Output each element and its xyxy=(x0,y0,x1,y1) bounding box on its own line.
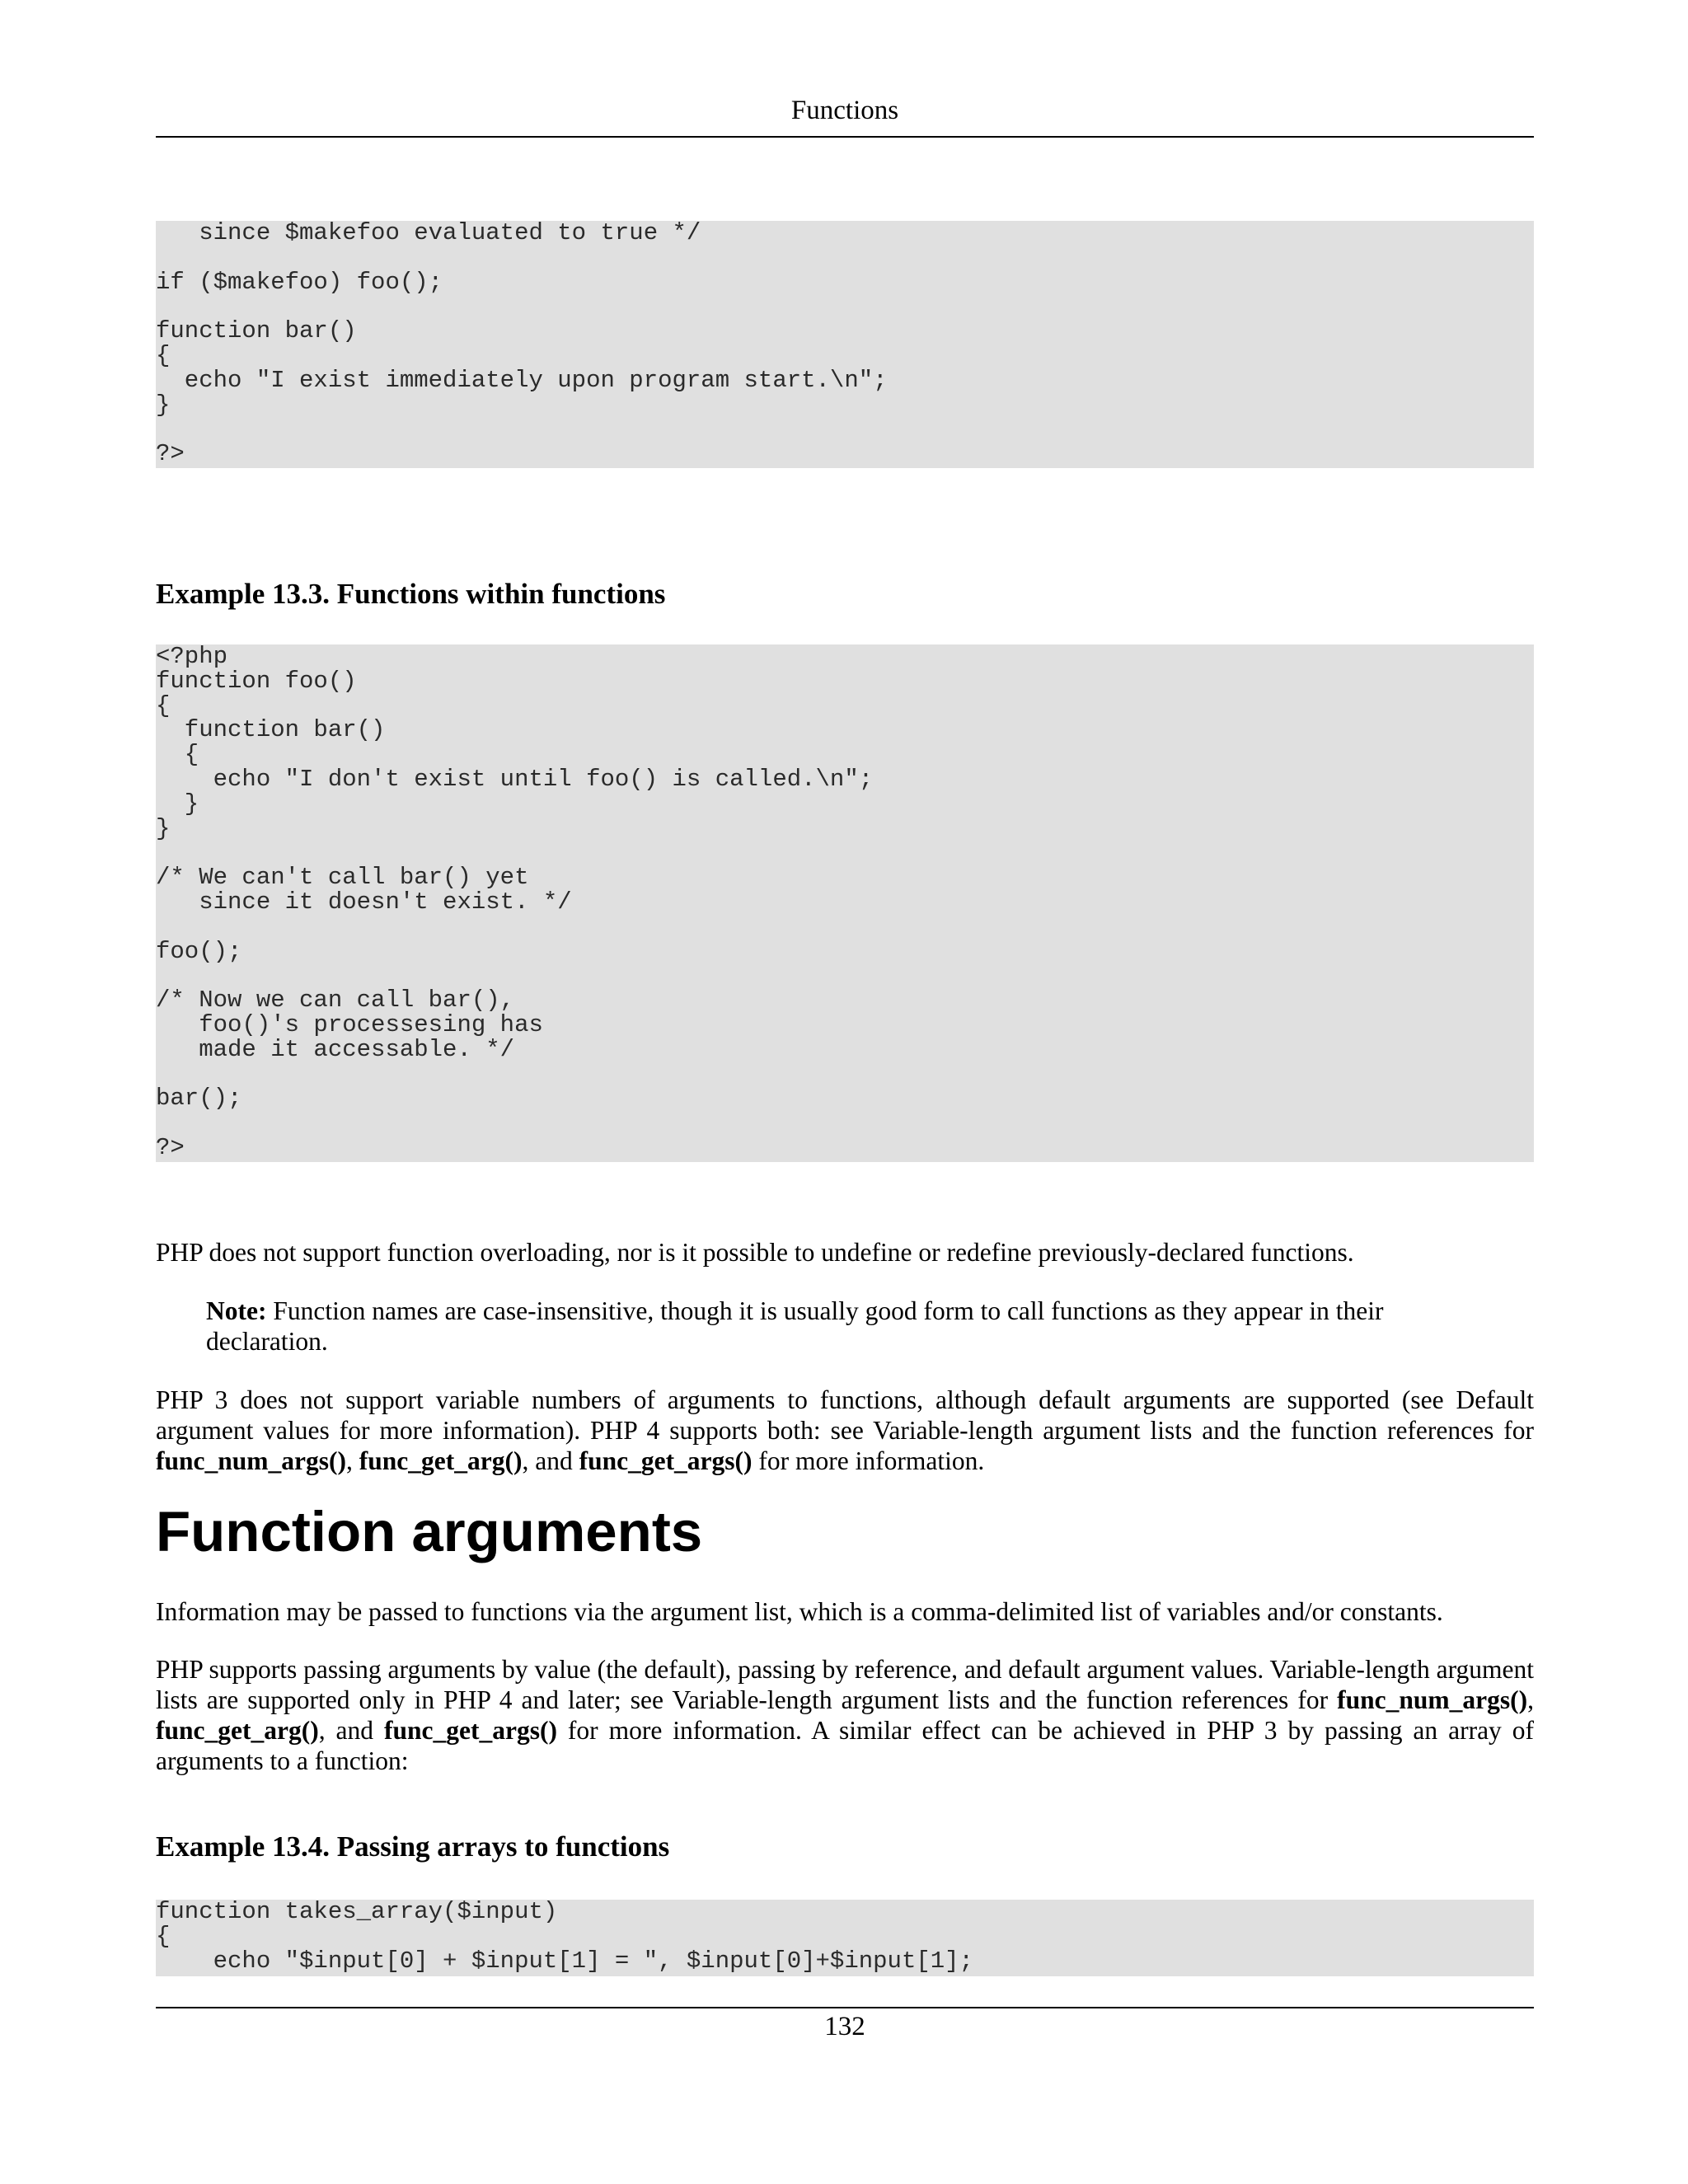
code-line xyxy=(156,294,1534,319)
text-run: , and xyxy=(318,1716,384,1745)
code-line: foo()'s processesing has xyxy=(156,1010,543,1038)
function-reference: func_get_args() xyxy=(383,1716,557,1745)
code-line: ?> xyxy=(156,440,185,468)
code-line: echo "I exist immediately upon program start.\n"; xyxy=(156,366,888,394)
code-line: { xyxy=(156,1922,171,1950)
code-block-example-13-3 xyxy=(156,644,1534,1162)
paragraph-arguments-intro: Information may be passed to functions via the argument list, which is a comma-delimited list of variables and/or constants. xyxy=(156,1597,1443,1626)
text-run: PHP supports passing arguments by value (the default), passing by reference, and default argument values. Variable-length argument lists are supported only in PHP 4 and later; see Variable-length argument lists and the function references for xyxy=(156,1655,1534,1714)
example-13-3-title: Example 13.3. Functions within functions xyxy=(156,578,666,610)
code-line: function bar() xyxy=(156,716,386,744)
section-heading: Function arguments xyxy=(156,1500,703,1563)
code-line xyxy=(156,417,1534,442)
text-run: for more information. A similar effect can be achieved in PHP 3 by passing an array of arguments to a function: xyxy=(156,1716,1535,1775)
code-line: made it accessable. */ xyxy=(156,1035,515,1063)
code-line: echo "$input[0] + $input[1] = ", $input[0]+$input[1]; xyxy=(156,1947,973,1975)
note-box xyxy=(206,1296,1484,1357)
text-run: , xyxy=(346,1446,359,1475)
code-line xyxy=(156,1062,1534,1087)
header-rule xyxy=(156,136,1534,138)
code-line: } xyxy=(156,391,171,419)
code-line: { xyxy=(156,741,199,769)
code-line xyxy=(156,915,1534,940)
code-line: since it doesn't exist. */ xyxy=(156,888,572,916)
code-line: } xyxy=(156,790,199,818)
note-label: Note: xyxy=(206,1296,267,1325)
text-run: for more information. xyxy=(752,1446,985,1475)
function-reference: func_get_args() xyxy=(579,1446,753,1475)
text-run: , xyxy=(1527,1685,1534,1714)
code-line: function takes_array($input) xyxy=(156,1900,558,1925)
paragraph-passing-arguments xyxy=(156,1654,1534,1776)
code-line: function foo() xyxy=(156,667,357,695)
function-reference: func_num_args() xyxy=(156,1446,347,1475)
paragraph-overloading: PHP does not support function overloading, nor is it possible to undefine or redefine previously-declared functions. xyxy=(156,1238,1354,1267)
code-line: { xyxy=(156,691,171,719)
code-line xyxy=(156,246,1534,270)
document-page xyxy=(156,0,1534,2184)
code-block-continuation xyxy=(156,221,1534,468)
code-line: since $makefoo evaluated to true */ xyxy=(156,221,701,246)
function-reference: func_num_args() xyxy=(1337,1685,1528,1714)
code-line: <?php xyxy=(156,644,228,670)
code-line: bar(); xyxy=(156,1085,242,1113)
running-header: Functions xyxy=(790,96,899,125)
text-run: , and xyxy=(522,1446,579,1475)
code-line: if ($makefoo) foo(); xyxy=(156,268,443,296)
text-run: PHP 3 does not support variable numbers of arguments to functions, although default arguments are supported (see Default argument values for more information). PHP 4 supports both: see Variable-length argument lists and the function references for xyxy=(156,1385,1534,1445)
code-line: function bar() xyxy=(156,317,357,345)
example-13-4-title: Example 13.4. Passing arrays to functions xyxy=(156,1830,670,1863)
code-line: /* Now we can call bar(), xyxy=(156,987,515,1015)
code-line: echo "I don't exist until foo() is called.\n"; xyxy=(156,765,874,793)
code-line: { xyxy=(156,341,171,369)
code-line xyxy=(156,841,1534,865)
paragraph-php3-arguments xyxy=(156,1385,1534,1476)
code-block-example-13-4 xyxy=(156,1900,1534,1976)
code-line: foo(); xyxy=(156,937,242,965)
code-line xyxy=(156,1111,1534,1136)
code-line: ?> xyxy=(156,1133,185,1161)
code-line: } xyxy=(156,814,171,842)
function-reference: func_get_arg() xyxy=(359,1446,523,1475)
note-text: Function names are case-insensitive, though it is usually good form to call functions as they appear in their declaration. xyxy=(206,1296,1384,1356)
page-number: 132 xyxy=(824,2012,865,2041)
code-line: /* We can't call bar() yet xyxy=(156,864,529,892)
function-reference: func_get_arg() xyxy=(156,1716,319,1745)
code-line xyxy=(156,963,1534,988)
